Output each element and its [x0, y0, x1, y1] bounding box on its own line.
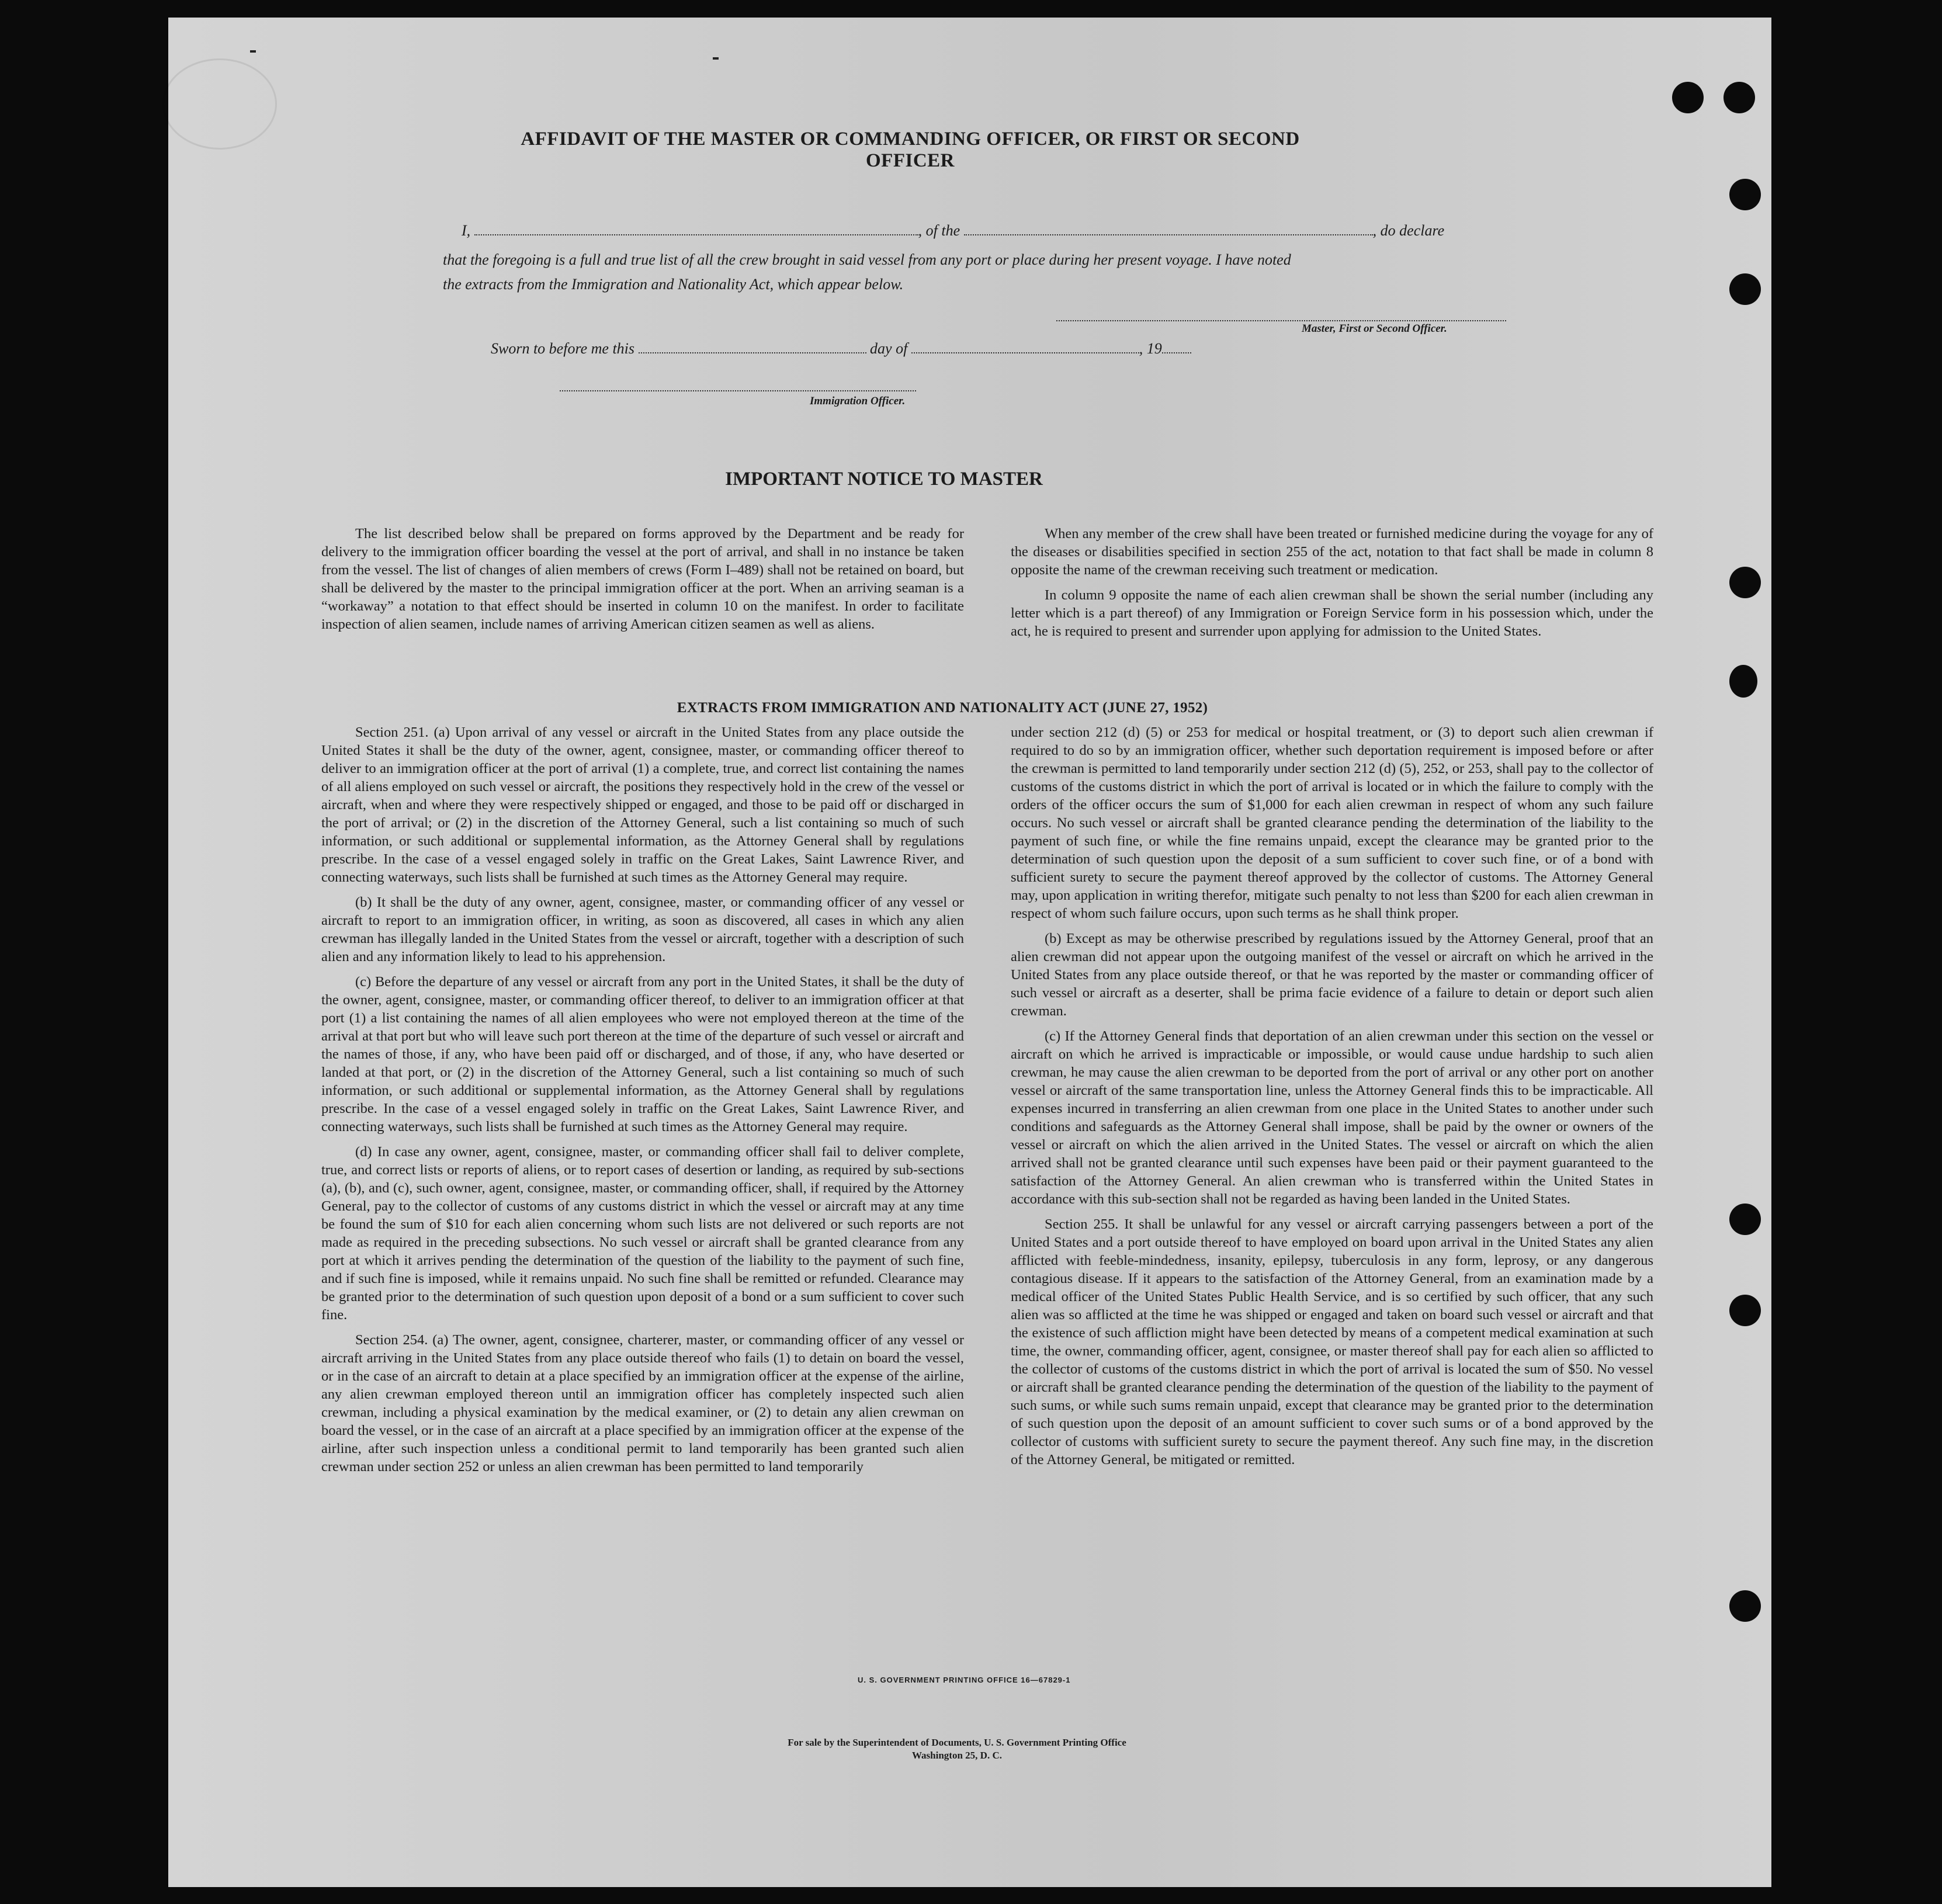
- master-signature-line[interactable]: [1056, 320, 1506, 321]
- sworn-month-blank[interactable]: [911, 342, 1139, 353]
- sworn-line: [491, 340, 1191, 358]
- sworn-day-of: day of: [870, 340, 908, 357]
- footer-line-1: For sale by the Superintendent of Documents, U. S. Government Printing Office: [788, 1737, 1126, 1748]
- binder-hole: [1729, 179, 1761, 210]
- sworn-date-blank[interactable]: [639, 342, 866, 353]
- binder-hole: [1723, 82, 1755, 113]
- declaration-of-the: , of the: [918, 222, 960, 239]
- notice-right-paragraph-2: In column 9 opposite the name of each alien crewman shall be shown the serial number (including any letter which is a part thereof) of any Immigration or Foreign Service form in his possession which, under the act, he is required to present and surrender upon applying for admission to the United States.: [1011, 587, 1653, 639]
- declaration-i: I,: [462, 222, 471, 239]
- vessel-blank[interactable]: [964, 224, 1373, 235]
- binder-hole: [1729, 665, 1757, 698]
- affidavit-title: AFFIDAVIT OF THE MASTER OR COMMANDING OFFICER, OR FIRST OR SECOND OFFICER: [521, 129, 1300, 171]
- extracts-left-column: [321, 723, 964, 1483]
- scan-mark: [713, 57, 719, 60]
- binder-hole: [1729, 1590, 1761, 1622]
- sworn-year-blank[interactable]: [1162, 342, 1191, 353]
- sworn-prefix: Sworn to before me this: [491, 340, 635, 357]
- scan-mark: [250, 50, 256, 53]
- section-251-a: Section 251. (a) Upon arrival of any vessel or aircraft in the United States from any place outside the United States it shall be the duty of the owner, agent, consignee, master, or commanding officer thereof to deliver to an immigration officer at the port of arrival (1) a complete, true, and correct list containing the names of all aliens employed on such vessel or aircraft, the positions they respectively hold in the crew of the vessel or aircraft, when and where they were respectively shipped or engaged, and those to be paid off or discharged in the port of arrival; or (2) in the discretion of the Attorney General, such a list containing so much of such information, or such additional or supplemental information, as the Attorney General shall by regulations prescribe. In the case of a vessel engaged solely in traffic on the Great Lakes, Saint Lawrence River, and connecting waterways, such lists shall be furnished at such times as the Attorney General may require.: [321, 724, 964, 885]
- document-page: [168, 18, 1771, 1887]
- extracts-right-column: [1011, 723, 1653, 1476]
- section-255: Section 255. It shall be unlawful for any vessel or aircraft carrying passengers between a port of the United States and a port outside thereof to have employed on board upon arrival in the United States any alien afflicted with feeble-mindedness, insanity, epilepsy, tuberculosis in any form, leprosy, or any dangerous contagious disease. If it appears to the satisfaction of the Attorney General, from an examination made by a medical officer of the United States Public Health Service, and is so certified by such officer, that any such alien was so afflicted at the time he was shipped or engaged and taken on board such vessel or aircraft and that the existence of such affliction might have been detected by means of a competent medical examination at such time, the owner, commanding officer, agent, consignee, or master thereof shall pay for each alien so afflicted to the collector of customs of the customs district in which the port of arrival is located the sum of $50. No vessel or aircraft shall be granted clearance pending the determination of the question of the liability to the payment of such sums, or while such sums remain unpaid, except that clearance may be granted prior to the determination of such question upon the deposit of an amount sufficient to cover such sums or of a bond approved by the collector of customs with sufficient surety to secure the payment thereof. Any such fine may, in the discretion of the Attorney General, be mitigated or remitted.: [1011, 1216, 1653, 1468]
- binder-hole: [1729, 567, 1761, 598]
- section-254-a-continued: under section 212 (d) (5) or 253 for medical or hospital treatment, or (3) to deport such alien crewman if required to do so by an immigration officer, whether such deportation requirement is imposed before or after the crewman is permitted to land temporarily under section 212 (d) (5), 252, or 253, shall pay to the collector of customs of the customs district in which the port of arrival is located or in which the failure to comply with the orders of the officer occurs the sum of $1,000 for each alien crewman in respect of whom any such failure occurs. No such vessel or aircraft shall be granted clearance pending the determination of the liability to the payment of such fine, or while the fine remains unpaid, except the clearance may be granted prior to the determination of such question upon the deposit of a sum sufficient to cover such fine, or of a bond with sufficient surety to secure the payment thereof approved by the collector of customs. The Attorney General may, upon application in writing therefor, mitigate such penalty to not less than $200 for each alien crewman in respect of whom such failure occurs, upon such terms as he shall think proper.: [1011, 724, 1653, 921]
- binder-hole: [1729, 1295, 1761, 1326]
- master-caption: Master, First or Second Officer.: [1302, 322, 1447, 335]
- footer: [694, 1736, 1220, 1762]
- notice-left-paragraph: The list described below shall be prepared on forms approved by the Department and be ready for delivery to the immigration officer boarding the vessel at the port of arrival, and shall in no instance be taken from the vessel. The list of changes of alien members of crews (Form I–489) shall not be retained on board, but shall be delivered by the master to the principal immigration officer at the port. When an arriving seaman is a “workaway” a notation to that effect should be inserted in column 10 on the manifest. In order to facilitate inspection of alien seamen, include names of arriving American citizen seamen as well as aliens.: [321, 526, 964, 632]
- notice-right-column: [1011, 525, 1653, 647]
- officer-signature-line[interactable]: [560, 390, 916, 391]
- sworn-year: , 19: [1139, 340, 1162, 357]
- section-254-c: (c) If the Attorney General finds that deportation of an alien crewman under this section on the vessel or aircraft on which he arrived is impracticable or impossible, or would cause undue hardship to such alien crewman, he may cause the alien crewman to be deported from the port of arrival or any other port on another vessel or aircraft of the same transportation line, unless the Attorney General finds this to be impracticable. All expenses incurred in transferring an alien crewman from one place in the United States to another under such conditions and safeguards as the Attorney General shall impose, shall be paid by the owner or owners of the vessel or aircraft on which the alien arrived in the United States. The vessel or aircraft on which the alien arrived shall not be granted clearance until such expenses have been paid or their payment guaranteed to the satisfaction of the Attorney General. An alien crewman who is transferred within the United States in accordance with this sub-section shall not be regarded as having been landed in the United States.: [1011, 1028, 1653, 1207]
- section-251-b: (b) It shall be the duty of any owner, agent, consignee, master, or commanding officer of any vessel or aircraft to report to an immigration officer, in writing, as soon as discovered, all cases in which any alien crewman has illegally landed in the United States from the vessel or aircraft, together with a description of such alien and any information likely to lead to his apprehension.: [321, 894, 964, 965]
- footer-line-2: Washington 25, D. C.: [912, 1750, 1002, 1761]
- section-254-b: (b) Except as may be otherwise prescribed by regulations issued by the Attorney General, proof that an alien crewman did not appear upon the outgoing manifest of the vessel or aircraft on which he arrived in the United States from any place outside thereof, or that he was reported by the master or commanding officer of such vessel or aircraft as a deserter, shall be prima facie evidence of a failure to detain or deport such alien crewman.: [1011, 931, 1653, 1019]
- name-blank[interactable]: [474, 224, 918, 235]
- declaration-text-line-3: the extracts from the Immigration and Nationality Act, which appear below.: [443, 276, 904, 293]
- notice-title: IMPORTANT NOTICE TO MASTER: [725, 469, 1043, 490]
- declaration-text-line-2: that the foregoing is a full and true list of all the crew brought in said vessel from any port or place during her present voyage. I have noted: [443, 251, 1291, 268]
- binder-hole: [1729, 273, 1761, 305]
- declaration-do-declare: , do declare: [1372, 222, 1445, 239]
- section-251-d: (d) In case any owner, agent, consignee, master, or commanding officer shall fail to deliver complete, true, and correct lists or reports of aliens, or to report cases of desertion or landing, as required by sub-sections (a), (b), and (c), such owner, agent, consignee, master, or commanding officer, shall, if required by the Attorney General, pay to the collector of customs of any customs district in which the vessel or aircraft may at any time be found the sum of $10 for each alien concerning whom such lists are not delivered or such reports are not made as required in the preceding subsections. No such vessel or aircraft shall be granted clearance from any port at which it arrives pending the determination of the question of the liability to the payment of such fine, and if such fine is imposed, while it remains unpaid. No such fine shall be remitted or refunded. Clearance may be granted prior to the determination of such question upon deposit of a bond or a sum sufficient to cover such fine.: [321, 1144, 964, 1323]
- officer-caption: Immigration Officer.: [810, 395, 906, 407]
- faded-stamp: [162, 58, 277, 150]
- section-251-c: (c) Before the departure of any vessel or aircraft from any port in the United States, it shall be the duty of the owner, agent, consignee, master, or commanding officer thereof, to deliver to an immigration officer at that port (1) a list containing the names of all alien employees who were not employed thereon at the time of the arrival at that port but who will leave such port thereon at the time of the departure of such vessel or aircraft and the names of those, if any, who have been paid off or discharged, and of those, if any, who have deserted or landed at that port, or (2) in the discretion of the Attorney General, such a list containing so much of such information, or such additional or supplemental information, as the Attorney General shall by regulations prescribe. In the case of a vessel engaged solely in traffic on the Great Lakes, Saint Lawrence River, and connecting waterways, such lists shall be furnished at such times as the Attorney General may require.: [321, 974, 964, 1135]
- extracts-title: EXTRACTS FROM IMMIGRATION AND NATIONALITY ACT (JUNE 27, 1952): [677, 700, 1208, 716]
- notice-right-paragraph-1: When any member of the crew shall have been treated or furnished medicine during the voyage for any of the diseases or disabilities specified in section 255 of the act, notation to that fact shall be made in column 8 opposite the name of the crewman receiving such treatment or medication.: [1011, 526, 1653, 578]
- binder-hole: [1729, 1204, 1761, 1235]
- notice-left-column: [321, 525, 964, 640]
- section-254-a: Section 254. (a) The owner, agent, consignee, charterer, master, or commanding officer of any vessel or aircraft arriving in the United States from any place outside thereof who fails (1) to detain on board the vessel, or in the case of an aircraft to detain at a place specified by an immigration officer at the expense of the airline, any alien crewman employed thereon until an immigration officer has completely inspected such alien crewman, including a physical examination by the medical examiner, or (2) to detain any alien crewman on board the vessel, or in the case of an aircraft at a place specified by an immigration officer at the expense of the airline, after such inspection unless a conditional permit to land temporarily has been granted such alien crewman under section 252 or unless an alien crewman has been permitted to land temporarily: [321, 1332, 964, 1475]
- binder-hole: [1672, 82, 1704, 113]
- declaration-line: [462, 222, 1444, 240]
- printing-office-imprint: U. S. GOVERNMENT PRINTING OFFICE 16—67829-1: [858, 1676, 1071, 1684]
